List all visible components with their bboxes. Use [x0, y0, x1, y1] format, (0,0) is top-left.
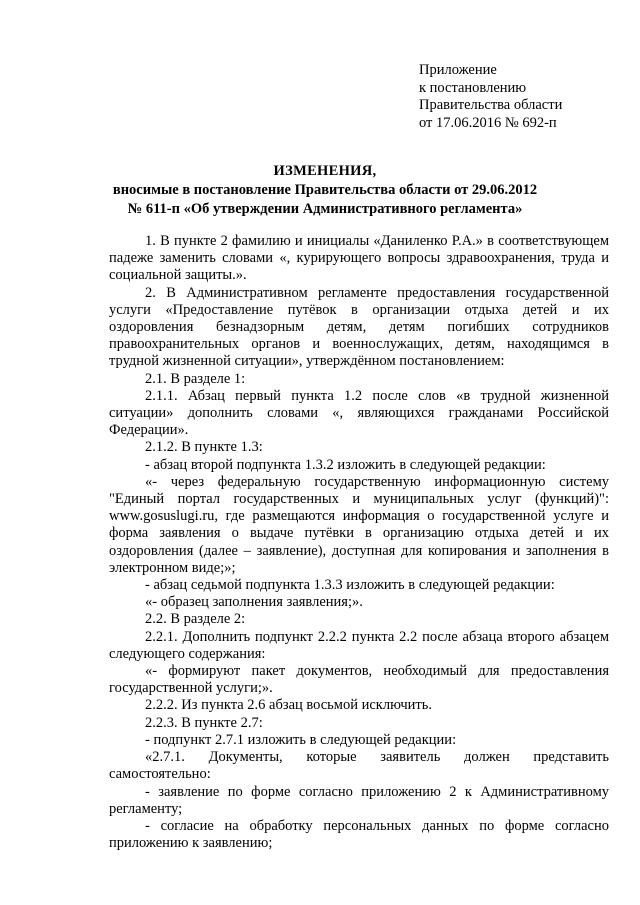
document-body: [109, 233, 609, 852]
paragraph: 2.1.1. Абзац первый пункта 1.2 после слов «в трудной жизненной ситуации» дополнить словами «, являющихся гражданами Российской Федерации».: [109, 387, 609, 439]
paragraph: 2.2. В разделе 2:: [145, 611, 246, 628]
paragraph: - подпункт 2.7.1 изложить в следующей редакции:: [145, 731, 457, 748]
paragraph: - абзац второй подпункта 1.3.2 изложить в следующей редакции:: [145, 456, 546, 473]
paragraph: - заявление по форме согласно приложению 2 к Административному регламенту;: [109, 783, 609, 817]
annex-line: к постановлению: [419, 79, 527, 96]
annex-block: [419, 62, 562, 132]
paragraph: 2. В Административном регламенте предоставления государственной услуги «Предоставление путёвок в организации отдыха детей и их оздоровления безнадзорным детям, детям погибших сотрудников правоохранительных органов и военнослужащих, детям, находящимся в трудной жизненной ситуации», утверждённом постановлением:: [109, 284, 609, 370]
document-title: ИЗМЕНЕНИЯ,: [273, 163, 377, 179]
paragraph: 2.2.2. Из пункта 2.6 абзац восьмой исключить.: [145, 697, 432, 714]
paragraph: «- через федеральную государственную информационную систему "Единый портал государственных и муниципальных услуг (функций)": www.gosuslugi.ru, где размещаются информация о государственной услуге и форма заявления о выдаче путёвки в организацию отдыха детей и их оздоровления (далее – заявление), доступная для копирования и заполнения в электронном виде;»;: [109, 473, 609, 576]
document-subtitle: № 611-п «Об утверждении Административного регламента»: [127, 201, 523, 217]
paragraph: 2.2.1. Дополнить подпункт 2.2.2 пункта 2.2 после абзаца второго абзацем следующего содержания:: [109, 628, 609, 662]
annex-line: Приложение: [419, 62, 497, 78]
paragraph: «2.7.1. Документы, которые заявитель должен представить самостоятельно:: [109, 749, 609, 783]
paragraph: 2.2.3. В пункте 2.7:: [145, 714, 263, 731]
paragraph: - абзац седьмой подпункта 1.3.3 изложить в следующей редакции:: [145, 577, 555, 594]
paragraph: «- формируют пакет документов, необходимый для предоставления государственной услуги;».: [109, 663, 609, 697]
annex-line: Правительства области: [419, 97, 563, 113]
paragraph: 2.1. В разделе 1:: [145, 370, 246, 387]
paragraph: 1. В пункте 2 фамилию и инициалы «Даниленко Р.А.» в соответствующем падеже заменить словами «, курирующего вопросы здравоохранения, труда и социальной защиты.».: [109, 233, 609, 284]
paragraph: «- образец заполнения заявления;».: [145, 594, 363, 611]
document-subtitle: вносимые в постановление Правительства области от 29.06.2012: [112, 182, 538, 198]
annex-line: от 17.06.2016 № 692-п: [419, 114, 557, 131]
paragraph: 2.1.2. В пункте 1.3:: [145, 439, 263, 456]
paragraph: - согласие на обработку персональных данных по форме согласно приложению к заявлению;: [109, 817, 609, 852]
